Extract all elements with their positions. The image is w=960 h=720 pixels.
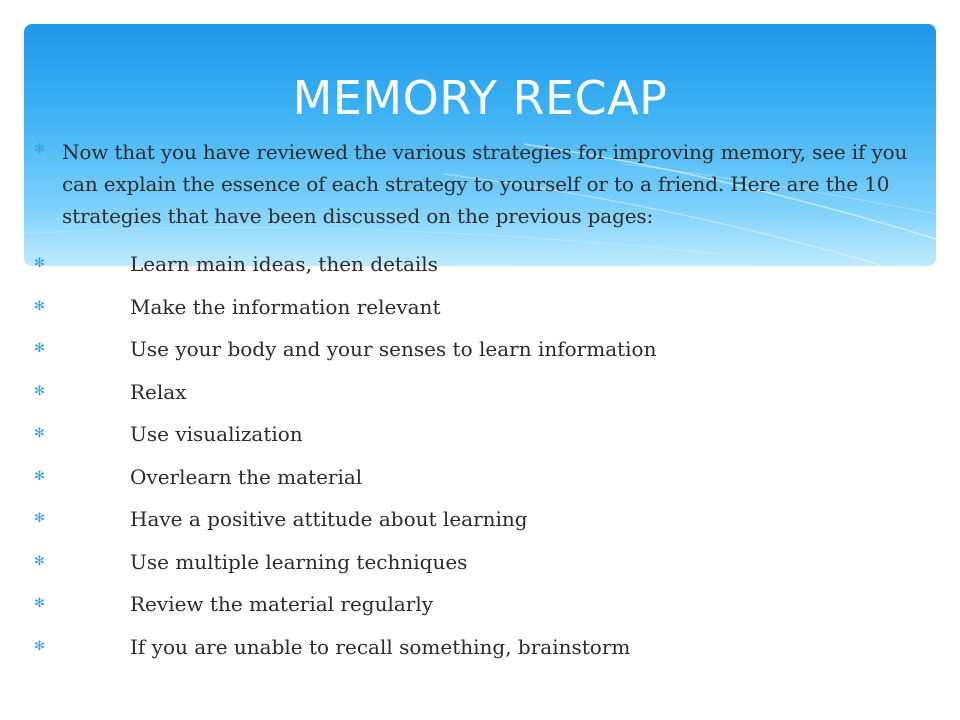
strategy-label: If you are unable to recall something, brainstorm	[130, 634, 631, 659]
strategy-item	[34, 417, 914, 460]
slide-title: MEMORY RECAP	[292, 71, 668, 125]
strategy-item	[34, 587, 914, 630]
strategy-item	[34, 545, 914, 588]
strategy-label: Use your body and your senses to learn information	[130, 337, 657, 361]
bullet-asterisk-icon: ✻	[34, 256, 45, 271]
strategy-item	[34, 332, 914, 375]
strategy-item	[34, 502, 914, 545]
strategy-label: Review the material regularly	[130, 592, 434, 616]
strategy-list	[34, 247, 914, 672]
bullet-asterisk-icon: ✻	[34, 638, 45, 654]
strategy-label: Learn main ideas, then details	[130, 252, 438, 276]
intro-paragraph	[34, 136, 914, 232]
strategy-item	[34, 247, 914, 290]
strategy-item	[34, 375, 914, 418]
strategy-item	[34, 460, 914, 503]
bullet-asterisk-icon: ✻	[34, 511, 45, 526]
strategy-label: Use multiple learning techniques	[130, 549, 468, 574]
bullet-asterisk-icon: ✻	[34, 341, 45, 356]
strategy-label: Relax	[130, 379, 187, 404]
bullet-asterisk-icon: ✻	[34, 383, 45, 399]
strategy-label: Make the information relevant	[130, 294, 441, 319]
strategy-label: Have a positive attitude about learning	[130, 507, 528, 531]
strategy-label: Overlearn the material	[130, 464, 363, 489]
bullet-asterisk-icon: ✻	[34, 553, 45, 569]
bullet-asterisk-icon: ✻	[34, 596, 45, 611]
strategy-item	[34, 290, 914, 333]
bullet-asterisk-icon: ✻	[34, 142, 45, 157]
intro-text: Now that you have reviewed the various strategies for improving memory, see if you can explain the essence of each strategy to yourself or to a friend. Here are the 10 strategies that have been discussed on the previous pages:	[62, 140, 908, 228]
bullet-asterisk-icon: ✻	[34, 298, 45, 314]
bullet-asterisk-icon: ✻	[34, 426, 45, 441]
strategy-label: Use visualization	[130, 422, 303, 446]
strategy-item	[34, 630, 914, 673]
bullet-asterisk-icon: ✻	[34, 468, 45, 484]
